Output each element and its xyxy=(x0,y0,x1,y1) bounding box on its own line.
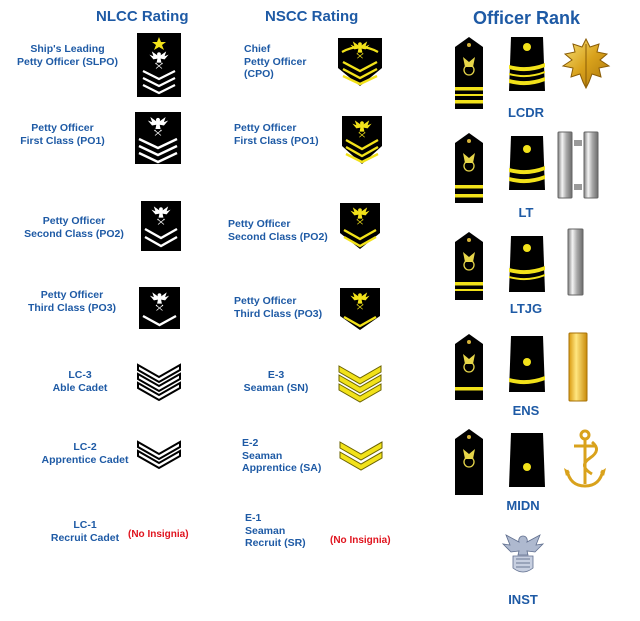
rank-lt: LT xyxy=(518,205,534,220)
single-silver-bar-insignia xyxy=(567,228,585,296)
nlcc-slpo-insignia xyxy=(137,33,181,97)
nscc-e2-insignia xyxy=(338,440,384,474)
nlcc-label-po3: Petty Officer Third Class (PO3) xyxy=(27,289,117,314)
nscc-po3-insignia xyxy=(340,288,380,330)
ens-sleeve xyxy=(507,336,547,394)
nscc-label-po1: Petty Officer First Class (PO1) xyxy=(234,122,319,147)
ltjg-sleeve xyxy=(507,236,547,294)
midn-sleeve xyxy=(507,433,547,489)
nscc-label-e3: E-3 Seaman (SN) xyxy=(243,369,309,394)
rank-ltjg: LTJG xyxy=(509,301,543,316)
nlcc-label-lc2: LC-2 Apprentice Cadet xyxy=(41,441,129,466)
nlcc-lc2-insignia xyxy=(136,440,182,472)
midn-shoulder-board xyxy=(452,429,486,495)
instructor-insignia xyxy=(502,532,544,578)
nlcc-no-insignia: (No Insignia) xyxy=(128,529,189,540)
single-gold-bar-insignia xyxy=(568,332,588,402)
nlcc-heading: NLCC Rating xyxy=(96,8,189,25)
nlcc-label-po1: Petty Officer First Class (PO1) xyxy=(20,122,105,147)
fouled-anchor-insignia xyxy=(562,428,608,494)
rank-ens: ENS xyxy=(512,403,540,418)
double-bar-insignia xyxy=(557,130,599,200)
nlcc-label-po2: Petty Officer Second Class (PO2) xyxy=(24,215,124,240)
nlcc-po1-insignia xyxy=(135,112,181,164)
lt-shoulder-board xyxy=(452,133,486,203)
rank-lcdr: LCDR xyxy=(507,105,545,120)
nlcc-label-slpo: Ship's Leading Petty Officer (SLPO) xyxy=(17,43,118,68)
lcdr-shoulder-board xyxy=(452,37,486,109)
lcdr-sleeve xyxy=(507,37,547,93)
nlcc-lc3-insignia xyxy=(136,363,182,403)
officer-heading: Officer Rank xyxy=(473,8,581,28)
nscc-heading: NSCC Rating xyxy=(265,8,359,25)
nscc-label-po3: Petty Officer Third Class (PO3) xyxy=(234,295,323,320)
nscc-po2-insignia xyxy=(340,203,380,249)
nscc-label-e1: E-1 Seaman Recruit (SR) xyxy=(245,512,306,549)
nscc-label-po2: Petty Officer Second Class (PO2) xyxy=(228,218,328,243)
oak-leaf-insignia xyxy=(559,36,613,90)
nscc-label-cpo: Chief Petty Officer (CPO) xyxy=(244,43,307,80)
nlcc-po2-insignia xyxy=(141,201,181,251)
ltjg-shoulder-board xyxy=(452,232,486,300)
nlcc-label-lc1: LC-1 Recruit Cadet xyxy=(50,519,120,544)
ens-shoulder-board xyxy=(452,334,486,400)
rank-midn: MIDN xyxy=(506,498,540,513)
nscc-po1-insignia xyxy=(342,116,382,164)
nlcc-label-lc3: LC-3 Able Cadet xyxy=(52,369,108,394)
nscc-no-insignia: (No Insignia) xyxy=(330,535,391,546)
rank-inst: INST xyxy=(508,592,538,607)
nlcc-po3-insignia xyxy=(139,287,180,329)
nscc-cpo-insignia xyxy=(338,38,382,86)
lt-sleeve xyxy=(507,136,547,192)
nscc-e3-insignia xyxy=(337,364,383,404)
nscc-label-e2: E-2 Seaman Apprentice (SA) xyxy=(242,437,322,474)
